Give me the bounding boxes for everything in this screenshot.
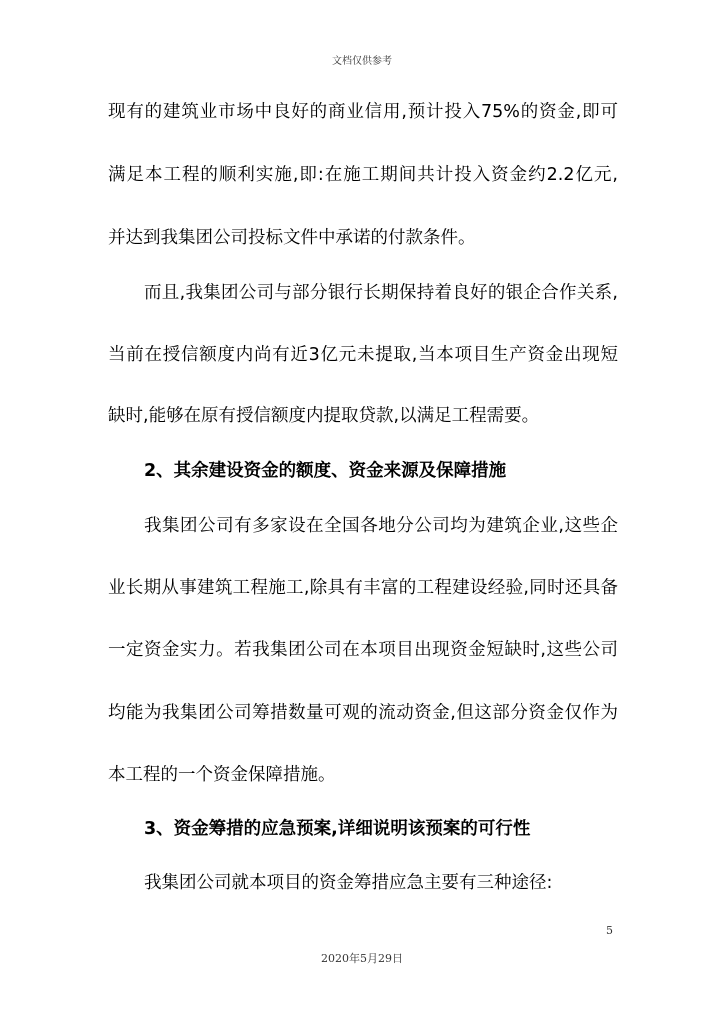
body-line-11: 均能为我集团公司筹措数量可观的流动资金,但这部分资金仅作为 [108, 703, 618, 723]
body-line-2: 满足本工程的顺利实施,即:在施工期间共计投入资金约2.2亿元, [108, 165, 618, 185]
page-header: 文档仅供参考 [332, 56, 392, 67]
body-line-8: 我集团公司有多家设在全国各地分公司均为建筑企业,这些企 [144, 516, 618, 536]
page-footer-date: 2020年5月29日 [321, 952, 403, 965]
body-line-9: 业长期从事建筑工程施工,除具有丰富的工程建设经验,同时还具备 [108, 578, 618, 598]
page-number: 5 [606, 924, 613, 937]
section-heading-3: 3、资金筹措的应急预案,详细说明该预案的可行性 [144, 819, 531, 839]
body-line-1: 现有的建筑业市场中良好的商业信用,预计投入75%的资金,即可 [108, 102, 618, 122]
body-line-10: 一定资金实力。若我集团公司在本项目出现资金短缺时,这些公司 [108, 640, 618, 660]
body-line-3: 并达到我集团公司投标文件中承诺的付款条件。 [108, 228, 476, 248]
body-line-5: 当前在授信额度内尚有近3亿元未提取,当本项目生产资金出现短 [108, 345, 618, 365]
body-line-12: 本工程的一个资金保障措施。 [108, 765, 336, 785]
body-line-6: 缺时,能够在原有授信额度内提取贷款,以满足工程需要。 [108, 406, 540, 426]
body-line-14: 我集团公司就本项目的资金筹措应急主要有三种途径: [144, 873, 553, 893]
section-heading-2: 2、其余建设资金的额度、资金来源及保障措施 [144, 461, 507, 481]
body-line-4: 而且,我集团公司与部分银行长期保持着良好的银企合作关系, [144, 283, 618, 303]
